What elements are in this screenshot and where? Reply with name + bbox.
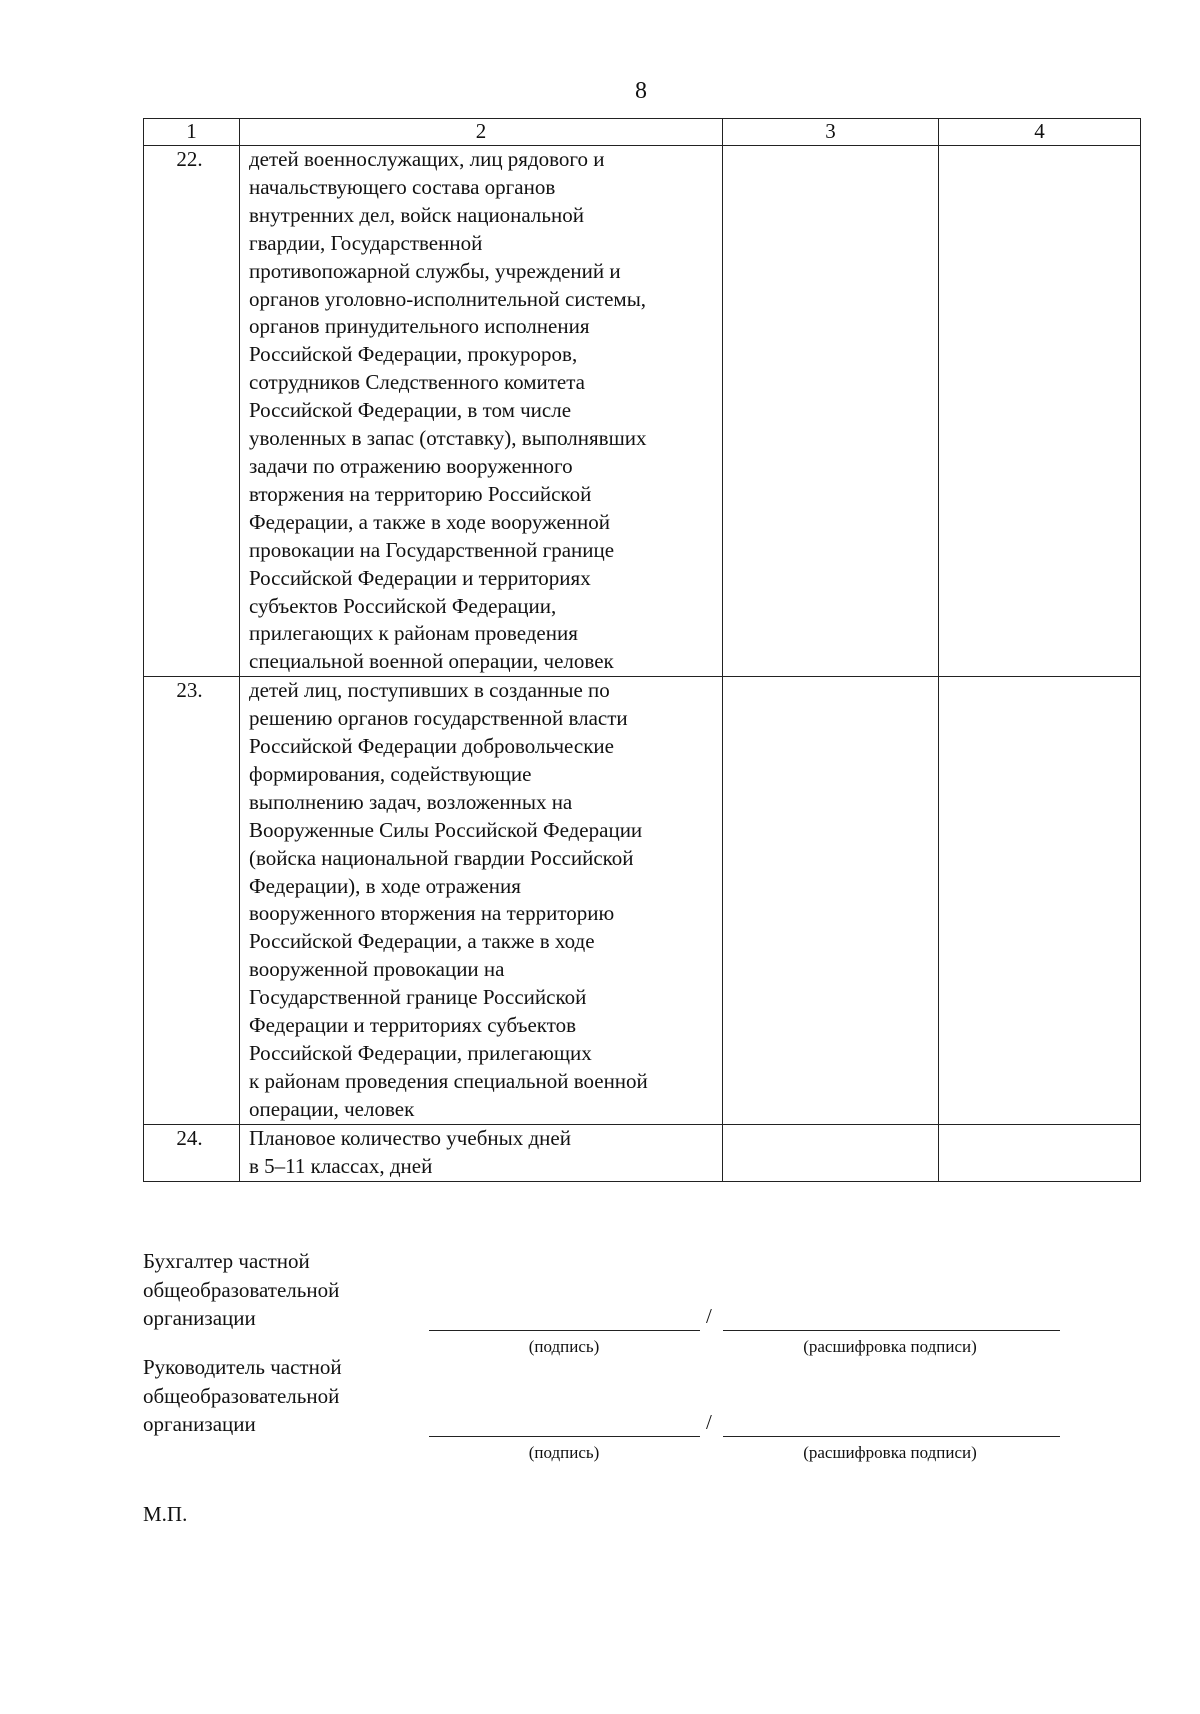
report-table [143,118,1141,1182]
row-value-col3 [723,146,939,677]
row-number: 22. [144,146,240,677]
row-number: 24. [144,1124,240,1181]
head-separator: / [706,1410,712,1434]
accountant-decoding-line [723,1330,1060,1331]
table-header-row [144,119,1141,146]
row-value-col4 [939,146,1141,677]
accountant-decoding-caption: (расшифровка подписи) [803,1337,977,1356]
column-header-4: 4 [939,119,1141,146]
head-role-label: Руководитель частной общеобразовательной организации [143,1355,342,1436]
head-signature-line [429,1436,700,1437]
page-number: 8 [635,78,647,104]
head-decoding-line [723,1436,1060,1437]
row-value-col4 [939,677,1141,1125]
row-description: детей лиц, поступивших в созданные по решению органов государственной власти Российской Федерации добровольческие формирования, содействующие выполнению задач, возложенных на Вооруженные Силы Российской Федерации (войска национальной гвардии Российской Федерации), в ходе отражения вооруженного вторжения на территорию Российской Федерации, а также в ходе вооруженной провокации на Государственной границе Российской Федерации и территориях субъектов Российской Федерации, прилегающих к районам проведения специальной военной операции, человек [240,677,723,1125]
column-header-2: 2 [240,119,723,146]
table-row [144,146,1141,677]
row-value-col3 [723,677,939,1125]
accountant-signature-line [429,1330,700,1331]
head-decoding-caption: (расшифровка подписи) [803,1443,977,1462]
table-row [144,1124,1141,1181]
head-signature-caption: (подпись) [528,1443,600,1462]
accountant-role-label: Бухгалтер частной общеобразовательной организации [143,1249,340,1330]
table-row [144,677,1141,1125]
column-header-3: 3 [723,119,939,146]
stamp-place-label: М.П. [143,1502,188,1526]
row-value-col3 [723,1124,939,1181]
row-description: Плановое количество учебных дней в 5–11 классах, дней [240,1124,723,1181]
row-description: детей военнослужащих, лиц рядового и начальствующего состава органов внутренних дел, войск национальной гвардии, Государственной противопожарной службы, учреждений и органов уголовно-исполнительной системы, органов принудительного исполнения Российской Федерации, прокуроров, сотрудников Следственного комитета Российской Федерации, в том числе уволенных в запас (отставку), выполнявших задачи по отражению вооруженного вторжения на территорию Российской Федерации, а также в ходе вооруженной провокации на Государственной границе Российской Федерации и территориях субъектов Российской Федерации, прилегающих к районам проведения специальной военной операции, человек [240,146,723,677]
column-header-1: 1 [144,119,240,146]
row-number: 23. [144,677,240,1125]
accountant-signature-caption: (подпись) [528,1337,600,1356]
accountant-separator: / [706,1304,712,1328]
row-value-col4 [939,1124,1141,1181]
